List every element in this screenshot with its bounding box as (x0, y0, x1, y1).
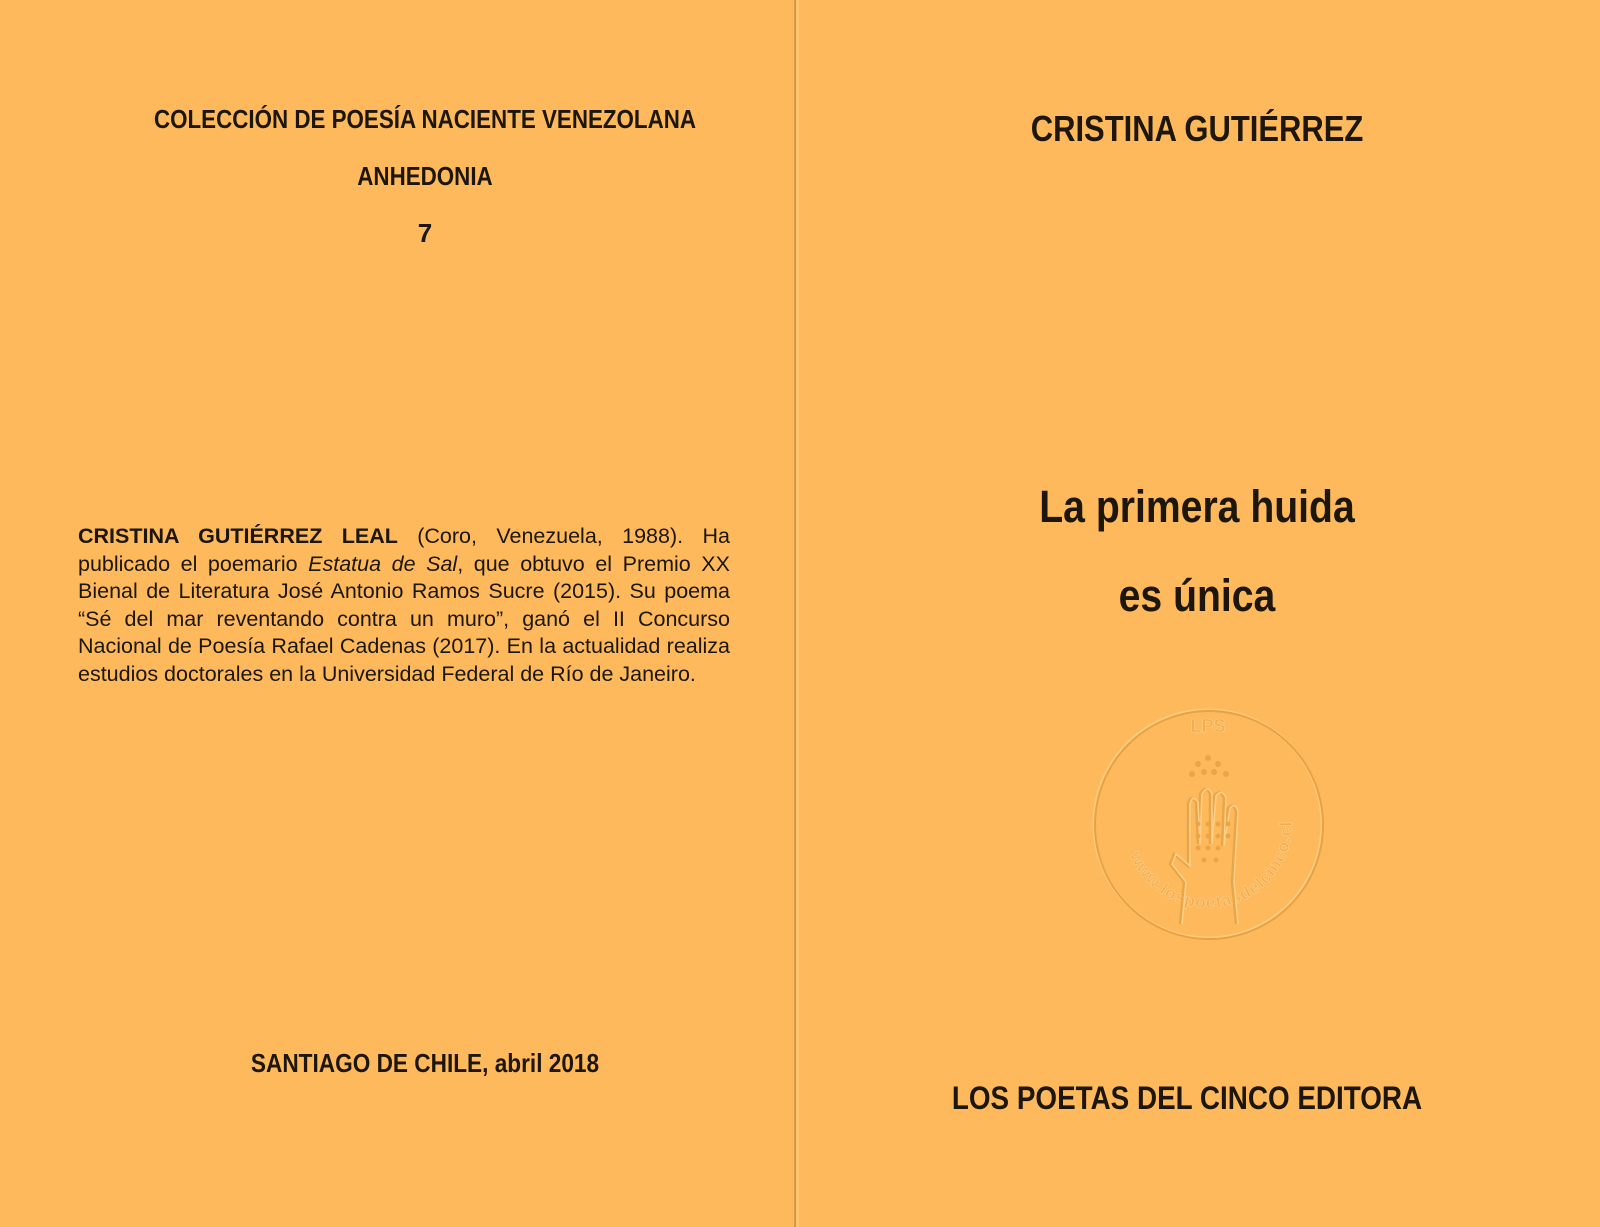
imprint-place-date: SANTIAGO DE CHILE, abril 2018 (250, 1048, 600, 1078)
bio-text-part-2: , que obtuvo el Premio XX Bienal de Literatura José Antonio Ramos Sucre (2015). Su poema “Sé del mar reventando contra un muro”, ganó el II Concurso Nacional de Poesía Rafael Cadenas (2017). En la actualidad realiza estudios doctorales en la Universidad Federal de Río de Janeiro. (78, 551, 730, 686)
author-bio (78, 523, 730, 689)
back-cover-page (0, 0, 795, 1227)
cover-title-line-2: es única (1118, 570, 1276, 621)
cover-title-line-1: La primera huida (1039, 481, 1355, 532)
front-cover-page (797, 0, 1600, 1227)
cover-author: CRISTINA GUTIÉRREZ (1030, 108, 1364, 149)
bio-book-title: Estatua de Sal (308, 551, 458, 576)
bio-author-name: CRISTINA GUTIÉRREZ LEAL (78, 524, 398, 548)
seal-ring-text-path: www.lospoetasdelcinco.cl (1126, 820, 1297, 913)
hand-seal-emboss-icon (1088, 704, 1328, 944)
seal-top-text: LPS (1190, 716, 1226, 736)
cover-publisher: LOS POETAS DEL CINCO EDITORA (951, 1080, 1423, 1116)
bio-text-part-1: (Coro, Venezuela, 1988). Ha publicado el poemario (78, 524, 730, 576)
series-number: 7 (417, 218, 433, 248)
collection-name: COLECCIÓN DE POESÍA NACIENTE VENEZOLANA (153, 104, 697, 134)
series-name: ANHEDONIA (357, 161, 493, 191)
